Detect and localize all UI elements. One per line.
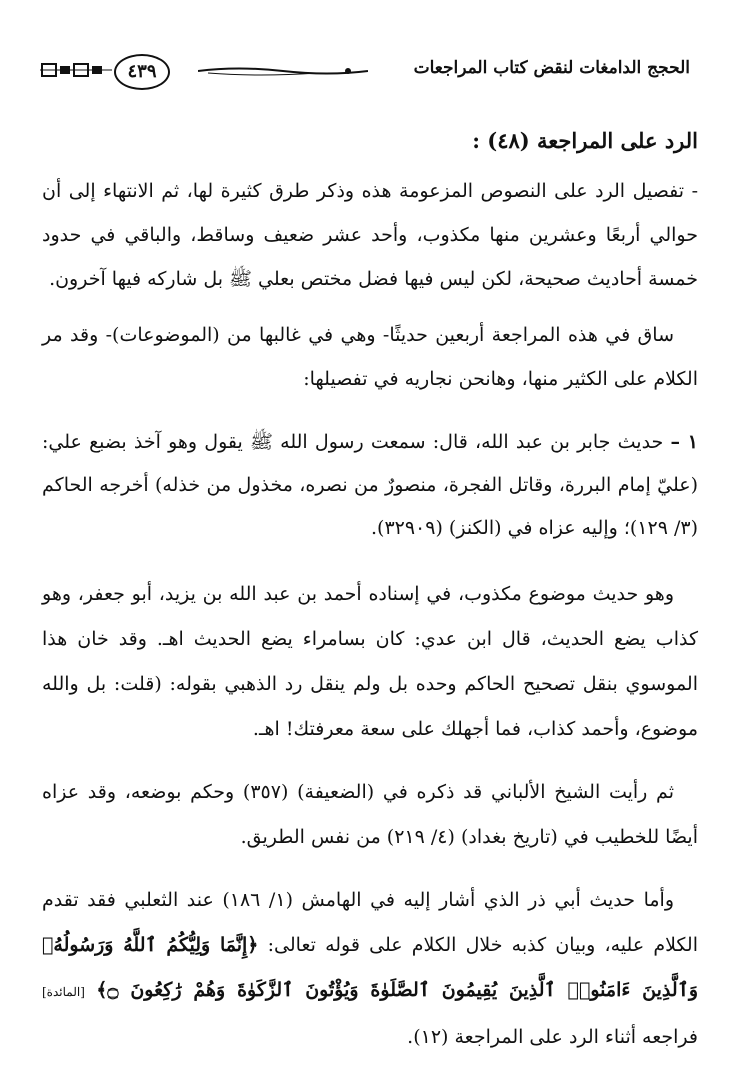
main-text (42, 128, 698, 1060)
hadith-text: حديث جابر بن عبد الله، قال: سمعت رسول الله ﷺ يقول وهو آخذ بضبع علي: (عليّ إمام البررة، وقاتل الفجرة، منصورٌ من نصره، مخذول من خذله) أخرجه الحاكم (٣/ ١٢٩)؛ وإليه عزاه في (الكنز) (٣٢٩٠٩). (42, 431, 698, 539)
header-ornament-right (198, 64, 368, 78)
verse-reference: [المائدة] (42, 985, 85, 999)
header-ornament-left (40, 60, 112, 80)
hadith-paragraph (42, 421, 698, 550)
book-title: الحجج الدامغات لنقض كتاب المراجعات (413, 58, 690, 78)
section-heading: الرد على المراجعة (٤٨) : (472, 128, 698, 153)
critique-paragraph: وهو حديث موضوع مكذوب، في إسناده أحمد بن عبد الله بن يزيد، أبو جعفر، وهو كذاب يضع الحديث، قال ابن عدي: كان بسامراء يضع الحديث اهـ. وقد خان هذا الموسوي بنقل تصحيح الحاكم وحده بل ولم ينقل رد الذهبي بقوله: (قلت: بل والله موضوع، وأحمد كذاب، فما أجهلك على سعة معرفتك! اهـ. (42, 583, 698, 740)
item-number: ١ – (670, 431, 698, 453)
abu-dharr-text: وأما حديث أبي ذر الذي أشار إليه في الهامش (١/ ١٨٦) عند الثعلبي فقد تقدم الكلام عليه، وبيان كذبه خلال الكلام على قوله تعالى: (42, 889, 698, 956)
quran-verse: ﴿إِنَّمَا وَلِيُّكُمُ ٱللَّهُ وَرَسُولُهُۥ وَٱلَّذِينَ ءَامَنُوا۟ ٱلَّذِينَ يُقِيمُونَ ٱلصَّلَوٰةَ وَيُؤْتُونَ ٱلزَّكَوٰةَ وَهُمْ رَٰكِعُونَ ۝﴾ (42, 934, 698, 1001)
abu-dharr-conclusion: فراجعه أثناء الرد على المراجعة (١٢). (407, 1026, 698, 1048)
summary-paragraph: - تفصيل الرد على النصوص المزعومة هذه وذكر طرق كثيرة لها، ثم الانتهاء إلى أن حوالي أربعًا وعشرين منها مكذوب، وأحد عشر ضعيف وساقط، والباقي في حدود خمسة أحاديث صحيحة، لكن ليس فيها فضل مختص بعلي ﷺ بل شاركه فيها آخرون. (42, 180, 698, 290)
albani-paragraph: ثم رأيت الشيخ الألباني قد ذكره في (الضعيفة) (٣٥٧) وحكم بوضعه، وقد عزاه أيضًا للخطيب في (تاريخ بغداد) (٤/ ٢١٩) من نفس الطريق. (42, 781, 698, 848)
abu-dharr-paragraph (42, 878, 698, 1060)
intro-paragraph: ساق في هذه المراجعة أربعين حديثًا- وهي في غالبها من (الموضوعات)- وقد مر الكلام على الكثير منها، وهانحن نجاريه في تفصيلها: (42, 324, 698, 390)
running-header (40, 54, 690, 94)
page-number: ٤٣٩ (114, 54, 170, 90)
